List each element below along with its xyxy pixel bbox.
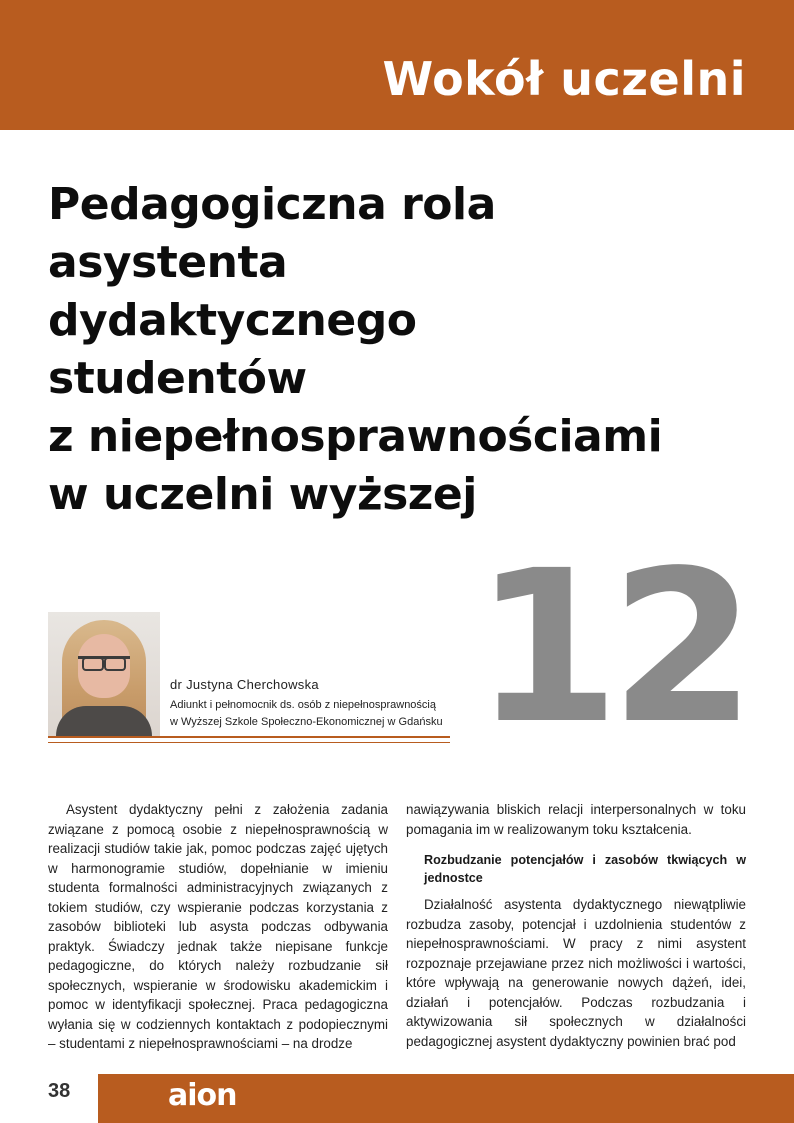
- article-title-line: z niepełnosprawnościami: [48, 411, 663, 462]
- author-role: [170, 697, 443, 731]
- article-title-line: asystenta: [48, 237, 288, 288]
- author-photo-glasses: [78, 656, 130, 671]
- author-photo: [48, 612, 160, 738]
- body-paragraph: Asystent dydaktyczny pełni z założenia zadania związane z pomocą osobie z niepełnosprawnością w realizacji studiów takie jak, pomoc podczas zajęć ujętych w harmonogramie studiów, dopełnianie w imieniu studenta formalności administracyjnych związanych z tokiem studiów, czy wspieranie podczas korzystania z zasobów biblioteki lub asysta podczas odbywania praktyk. Świadczy jednak także niepisane funkcje pedagogiczne, do których należy rozbudzanie sił społecznych, wspieranie w środowisku akademickim i pomoc w identyfikacji społecznej. Praca pedagogiczna wyłania się w codziennych kontaktach z podopiecznymi – studentami z niepełnosprawnościami – na drodze: [48, 802, 388, 1051]
- article-title-line: dydaktycznego: [48, 295, 417, 346]
- section-title: Wokół uczelni: [382, 52, 746, 106]
- aion-logo: aion: [168, 1078, 237, 1113]
- body-paragraph: Działalność asystenta dydaktycznego niewątpliwie rozbudza zasoby, potencjał i uzdolnienia studentów z niepełnosprawnościami. W pracy z nimi asystent rozpoznaje przejawiane przez nich możliwości i wartości, które wpływają na generowanie nowych dążeń, idei, działań i potencjałów. Podczas rozbudzania i aktywizowania sił społecznych w działalności pedagogicznej asystent dydaktyczny powinien brać pod: [406, 897, 746, 1049]
- author-divider: [48, 736, 450, 743]
- page-number: 38: [48, 1080, 71, 1102]
- author-photo-shirt: [56, 706, 152, 738]
- body-paragraph-continuation: nawiązywania bliskich relacji interpersonalnych w toku pomagania im w realizowanym toku kształcenia.: [406, 802, 746, 837]
- article-title: [48, 176, 748, 524]
- author-name: dr Justyna Cherchowska: [170, 677, 319, 692]
- body-column-left: [48, 800, 388, 1054]
- author-role-line: w Wyższej Szkole Społeczno-Ekonomicznej w Gdańsku: [170, 716, 443, 728]
- article-title-line: w uczelni wyższej: [48, 469, 477, 520]
- article-title-line: studentów: [48, 353, 307, 404]
- body-column-right: [406, 800, 746, 1051]
- author-role-line: Adiunkt i pełnomocnik ds. osób z niepełnosprawnością: [170, 699, 436, 711]
- article-title-line: Pedagogiczna rola: [48, 179, 496, 230]
- subheading: Rozbudzanie potencjałów i zasobów tkwiących w jednostce: [424, 853, 746, 885]
- article-number: 12: [473, 525, 746, 770]
